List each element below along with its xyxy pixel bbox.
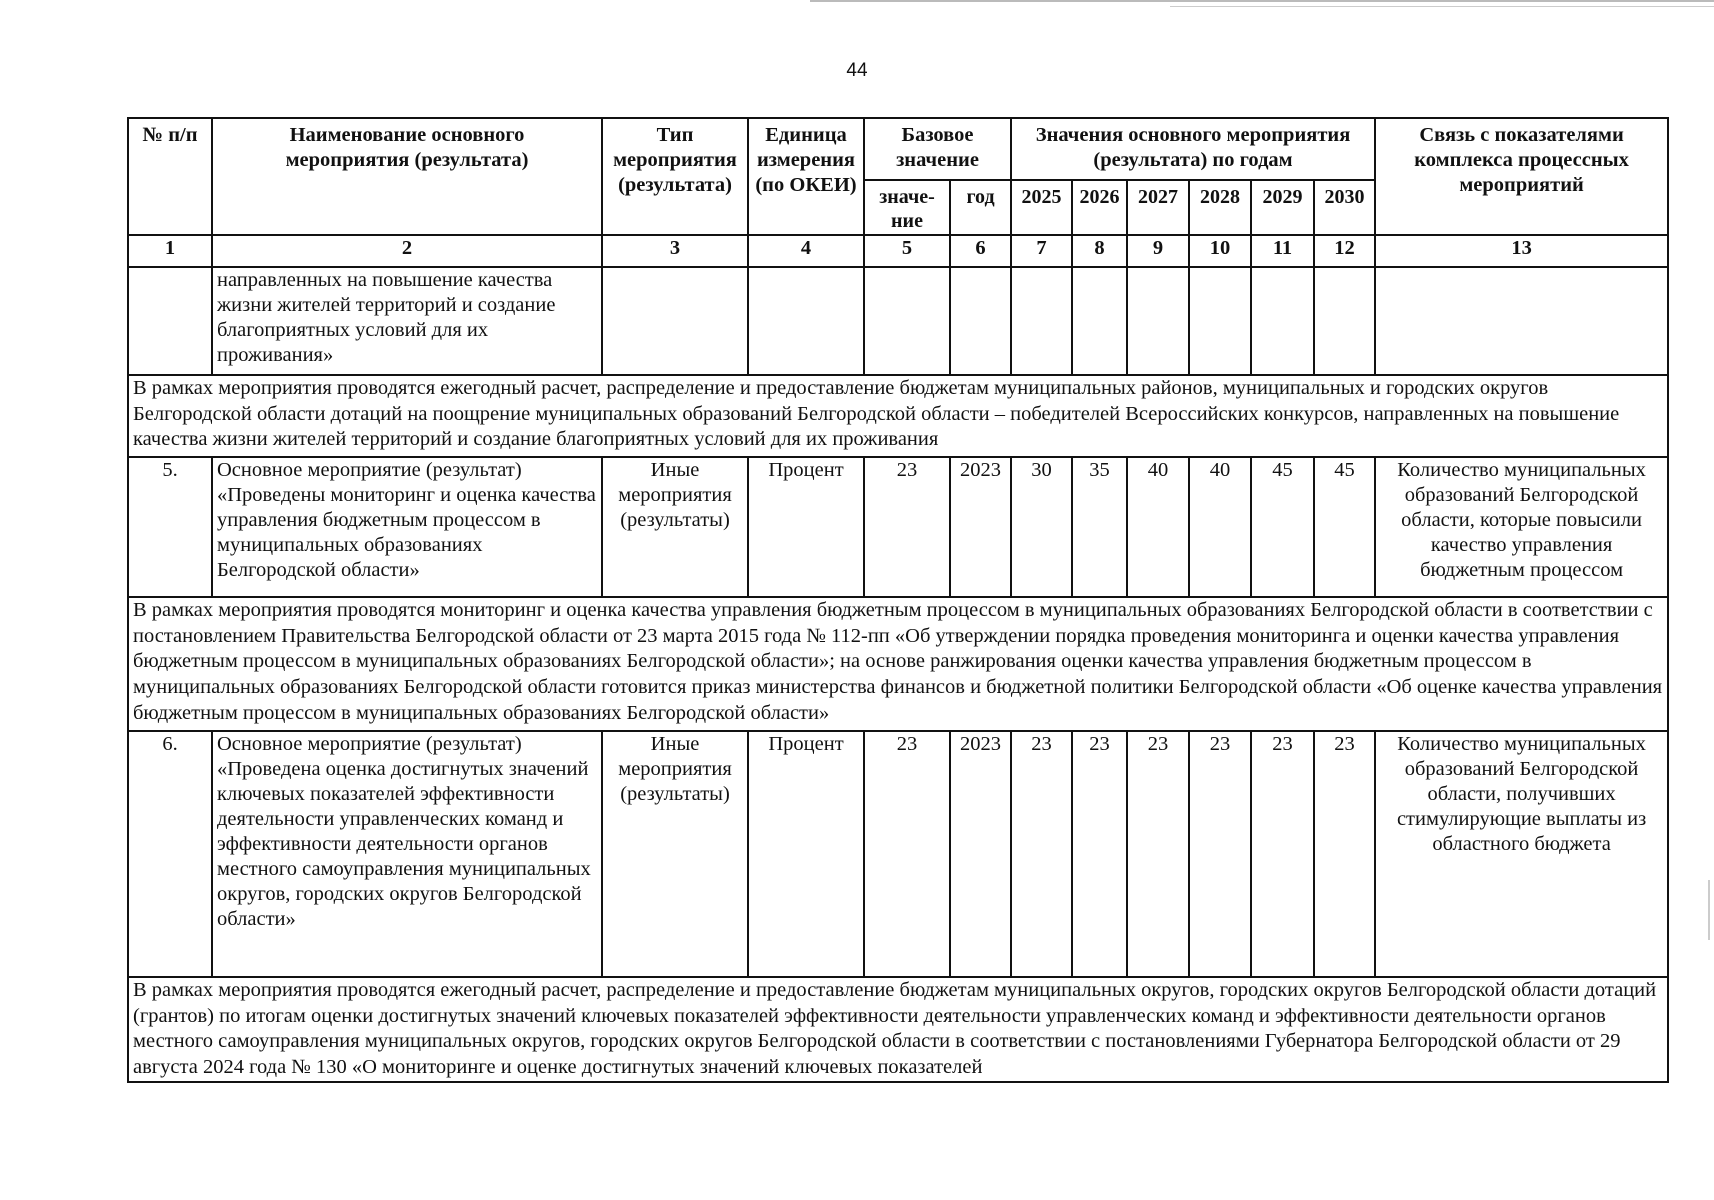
page-number: 44 — [846, 60, 868, 81]
column-number: 13 — [1375, 235, 1668, 267]
header-base: Базовое значение — [864, 118, 1011, 180]
linked-indicator: Количество муниципальных образований Белгородской области, получивших стимулирующие выплаты из областного бюджета — [1375, 731, 1668, 977]
column-number-row — [128, 235, 1668, 267]
empty-cell — [602, 267, 748, 375]
column-number: 11 — [1251, 235, 1314, 267]
year-value: 35 — [1072, 457, 1127, 597]
year-value: 30 — [1011, 457, 1072, 597]
column-number: 9 — [1127, 235, 1189, 267]
base-year: 2023 — [950, 457, 1011, 597]
year-value: 45 — [1251, 457, 1314, 597]
measure-note: В рамках мероприятия проводятся мониторинг и оценка качества управления бюджетным процессом в муниципальных образованиях Белгородской области в соответствии с постановлением Правительства Белгородской области от 23 марта 2015 года № 112-пп «Об утверждении порядка проведения мониторинга и оценки качества управления бюджетным процессом в муниципальных образованиях Белгородской области»; на основе ранжирования оценки качества управления бюджетным процессом в муниципальных образованиях Белгородской области готовится приказ министерства финансов и бюджетной политики Белгородской области «Об оценке качества управления бюджетным процессом в муниципальных образованиях Белгородской области» — [128, 597, 1668, 731]
measures-table — [127, 117, 1669, 1083]
empty-cell — [1127, 267, 1189, 375]
empty-cell — [1375, 267, 1668, 375]
header-year: 2030 — [1314, 180, 1375, 235]
column-number: 12 — [1314, 235, 1375, 267]
year-value: 23 — [1189, 731, 1251, 977]
column-number: 7 — [1011, 235, 1072, 267]
year-value: 45 — [1314, 457, 1375, 597]
year-value: 40 — [1127, 457, 1189, 597]
year-value: 23 — [1072, 731, 1127, 977]
header-num: № п/п — [128, 118, 212, 235]
header-row-1 — [128, 118, 1668, 180]
header-year: 2027 — [1127, 180, 1189, 235]
scan-top-rule-secondary — [1170, 6, 1714, 7]
header-year: 2029 — [1251, 180, 1314, 235]
linked-indicator: Количество муниципальных образований Белгородской области, которые повысили качество управления бюджетным процессом — [1375, 457, 1668, 597]
note-row — [128, 597, 1668, 731]
row-number: 5. — [128, 457, 212, 597]
column-number: 1 — [128, 235, 212, 267]
empty-cell — [1251, 267, 1314, 375]
table-row — [128, 267, 1668, 375]
empty-cell — [748, 267, 864, 375]
empty-cell — [864, 267, 950, 375]
column-number: 5 — [864, 235, 950, 267]
empty-cell — [950, 267, 1011, 375]
year-value: 23 — [1314, 731, 1375, 977]
header-link: Связь с показателями комплекса процессных мероприятий — [1375, 118, 1668, 235]
column-number: 2 — [212, 235, 602, 267]
empty-cell — [1011, 267, 1072, 375]
year-value: 23 — [1011, 731, 1072, 977]
header-base-value: значе-ние — [864, 180, 950, 235]
measure-type: Иные мероприятия (результаты) — [602, 731, 748, 977]
measure-type: Иные мероприятия (результаты) — [602, 457, 748, 597]
note-row — [128, 375, 1668, 457]
header-year: 2028 — [1189, 180, 1251, 235]
column-number: 3 — [602, 235, 748, 267]
table-row — [128, 731, 1668, 977]
measure-name: Основное мероприятие (результат) «Проведена оценка достигнутых значений ключевых показателей эффективности деятельности управленческих команд и эффективности деятельности органов местного самоуправления муниципальных округов, городских округов Белгородской области» — [212, 731, 602, 977]
header-values-by-year: Значения основного мероприятия (результата) по годам — [1011, 118, 1375, 180]
empty-cell — [1072, 267, 1127, 375]
column-number: 8 — [1072, 235, 1127, 267]
empty-cell — [1189, 267, 1251, 375]
column-number: 4 — [748, 235, 864, 267]
table-row — [128, 457, 1668, 597]
year-value: 23 — [1251, 731, 1314, 977]
measure-name: Основное мероприятие (результат) «Проведены мониторинг и оценка качества управления бюджетным процессом в муниципальных образованиях Белгородской области» — [212, 457, 602, 597]
header-base-year: год — [950, 180, 1011, 235]
header-name: Наименование основного мероприятия (результата) — [212, 118, 602, 235]
measure-note: В рамках мероприятия проводятся ежегодный расчет, распределение и предоставление бюджетам муниципальных округов, городских округов Белгородской области дотаций (грантов) по итогам оценки достигнутых значений ключевых показателей эффективности деятельности управленческих команд и эффективности деятельности органов местного самоуправления муниципальных округов, городских округов Белгородской области в соответствии с постановлениями Губернатора Белгородской области от 29 августа 2024 года № 130 «О мониторинге и оценке достигнутых значений ключевых показателей — [128, 977, 1668, 1082]
empty-cell — [1314, 267, 1375, 375]
column-number: 10 — [1189, 235, 1251, 267]
continued-measure-name: направленных на повышение качества жизни жителей территорий и создание благоприятных условий для их проживания» — [212, 267, 602, 375]
base-value: 23 — [864, 731, 950, 977]
scan-side-mark — [1708, 880, 1710, 940]
row-number: 6. — [128, 731, 212, 977]
measure-unit: Процент — [748, 731, 864, 977]
header-unit: Единица измерения (по ОКЕИ) — [748, 118, 864, 235]
year-value: 40 — [1189, 457, 1251, 597]
column-number: 6 — [950, 235, 1011, 267]
base-value: 23 — [864, 457, 950, 597]
header-year: 2025 — [1011, 180, 1072, 235]
scan-top-rule — [810, 0, 1714, 2]
note-row — [128, 977, 1668, 1082]
empty-cell — [128, 267, 212, 375]
base-year: 2023 — [950, 731, 1011, 977]
measure-note: В рамках мероприятия проводятся ежегодный расчет, распределение и предоставление бюджетам муниципальных районов, муниципальных и городских округов Белгородской области дотаций на поощрение муниципальных образований Белгородской области – победителей Всероссийских конкурсов, направленных на повышение качества жизни жителей территорий и создание благоприятных условий для их проживания — [128, 375, 1668, 457]
header-year: 2026 — [1072, 180, 1127, 235]
header-type: Тип мероприятия (результата) — [602, 118, 748, 235]
measure-unit: Процент — [748, 457, 864, 597]
year-value: 23 — [1127, 731, 1189, 977]
